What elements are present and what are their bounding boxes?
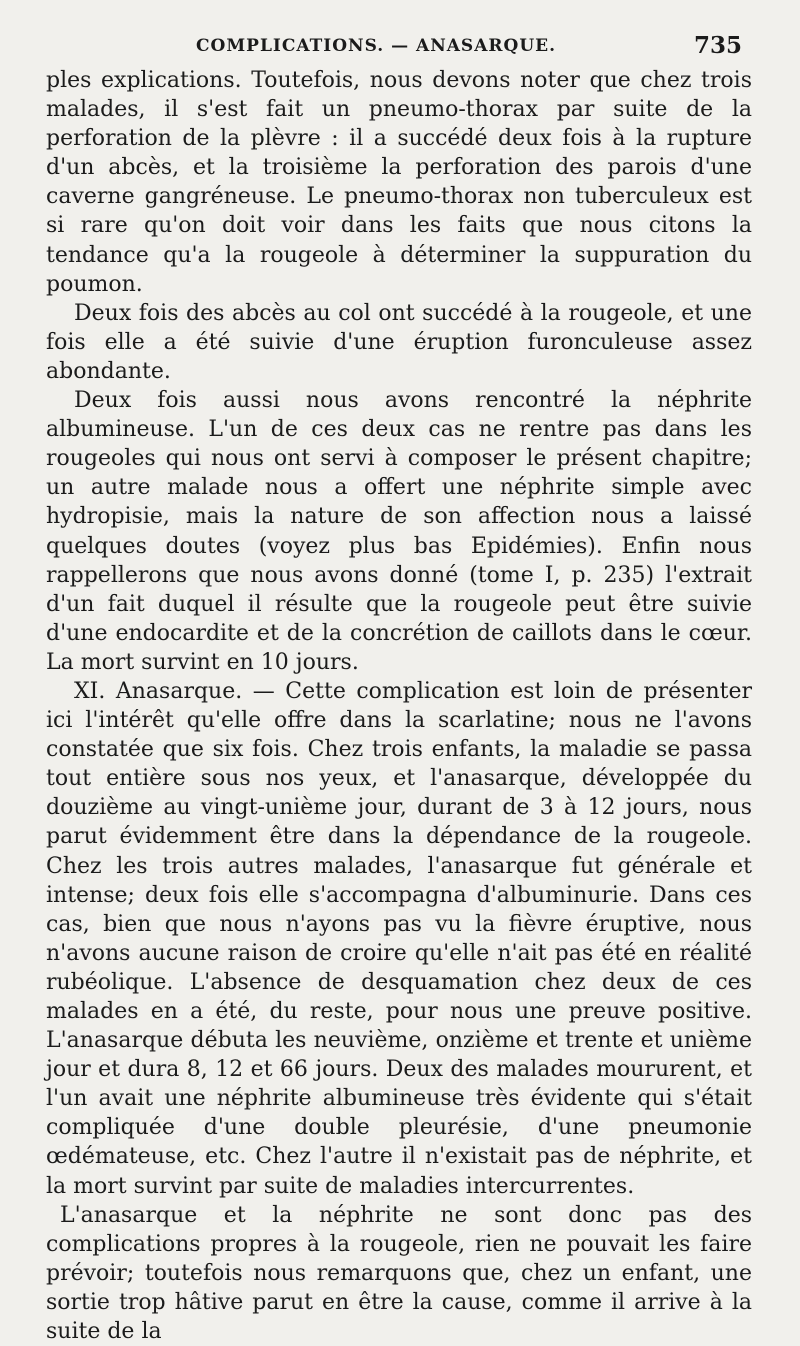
- paragraph-abces: Deux fois des abcès au col ont succédé à la rougeole, et une fois elle a été suivie d'une éruption furonculeuse assez abondante.: [46, 300, 752, 384]
- running-head: COMPLICATIONS. — ANASARQUE.: [196, 36, 557, 56]
- page-number: 735: [693, 32, 742, 59]
- page-header: [46, 32, 742, 62]
- paragraph-anasarque: XI. Anasarque. — Cette complication est loin de présenter ici l'intérêt qu'elle offre dans la scarlatine; nous ne l'avons constatée que six fois. Chez trois enfants, la maladie se passa tout entière sous nos yeux, et l'anasarque, développée du douzième au vingt-unième jour, durant de 3 à 12 jours, nous parut évidemment être dans la dépendance de la rougeole. Chez les trois autres malades, l'anasarque fut générale et intense; deux fois elle s'accompagna d'albuminurie. Dans ces cas, bien que nous n'ayons pas vu la fièvre éruptive, nous n'avons aucune raison de croire qu'elle n'ait pas été en réalité rubéolique. L'absence de desquamation chez deux de ces malades en a été, du reste, pour nous une preuve positive. L'anasarque débuta les neuvième, onzième et trente et unième jour et dura 8, 12 et 66 jours. Deux des malades moururent, et l'un avait une néphrite albumineuse très évidente qui s'était compliquée d'une double pleurésie, d'une pneumonie œdémateuse, etc. Chez l'autre il n'existait pas de néphrite, et la mort survint par suite de maladies intercurrentes.: [46, 678, 752, 1199]
- body-text: [46, 66, 752, 1346]
- paragraph-continuation: ples explications. Toutefois, nous devons noter que chez trois malades, il s'est fait un pneumo-thorax par suite de la perforation de la plèvre : il a succédé deux fois à la rupture d'un abcès, et la troisième la perforation des parois d'une caverne gangréneuse. Le pneumo-thorax non tuberculeux est si rare qu'on doit voir dans les faits que nous citons la tendance qu'a la rougeole à déterminer la suppuration du poumon.: [46, 68, 752, 297]
- paragraph-nephrite: Deux fois aussi nous avons rencontré la néphrite albumineuse. L'un de ces deux cas ne rentre pas dans les rougeoles qui nous ont servi à composer le présent chapitre; un autre malade nous a offert une néphrite simple avec hydropisie, mais la nature de son affection nous a laissé quelques doutes (voyez plus bas Epidémies). Enfin nous rappellerons que nous avons donné (tome I, p. 235) l'extrait d'un fait duquel il résulte que la rougeole peut être suivie d'une endocardite et de la concrétion de caillots dans le cœur. La mort survint en 10 jours.: [46, 388, 752, 675]
- paragraph-conclusion: L'anasarque et la néphrite ne sont donc pas des complications propres à la rougeole, rien ne pouvait les faire prévoir; toutefois nous remarquons que, chez un enfant, une sortie trop hâtive parut en être la cause, comme il arrive à la suite de la: [46, 1202, 752, 1345]
